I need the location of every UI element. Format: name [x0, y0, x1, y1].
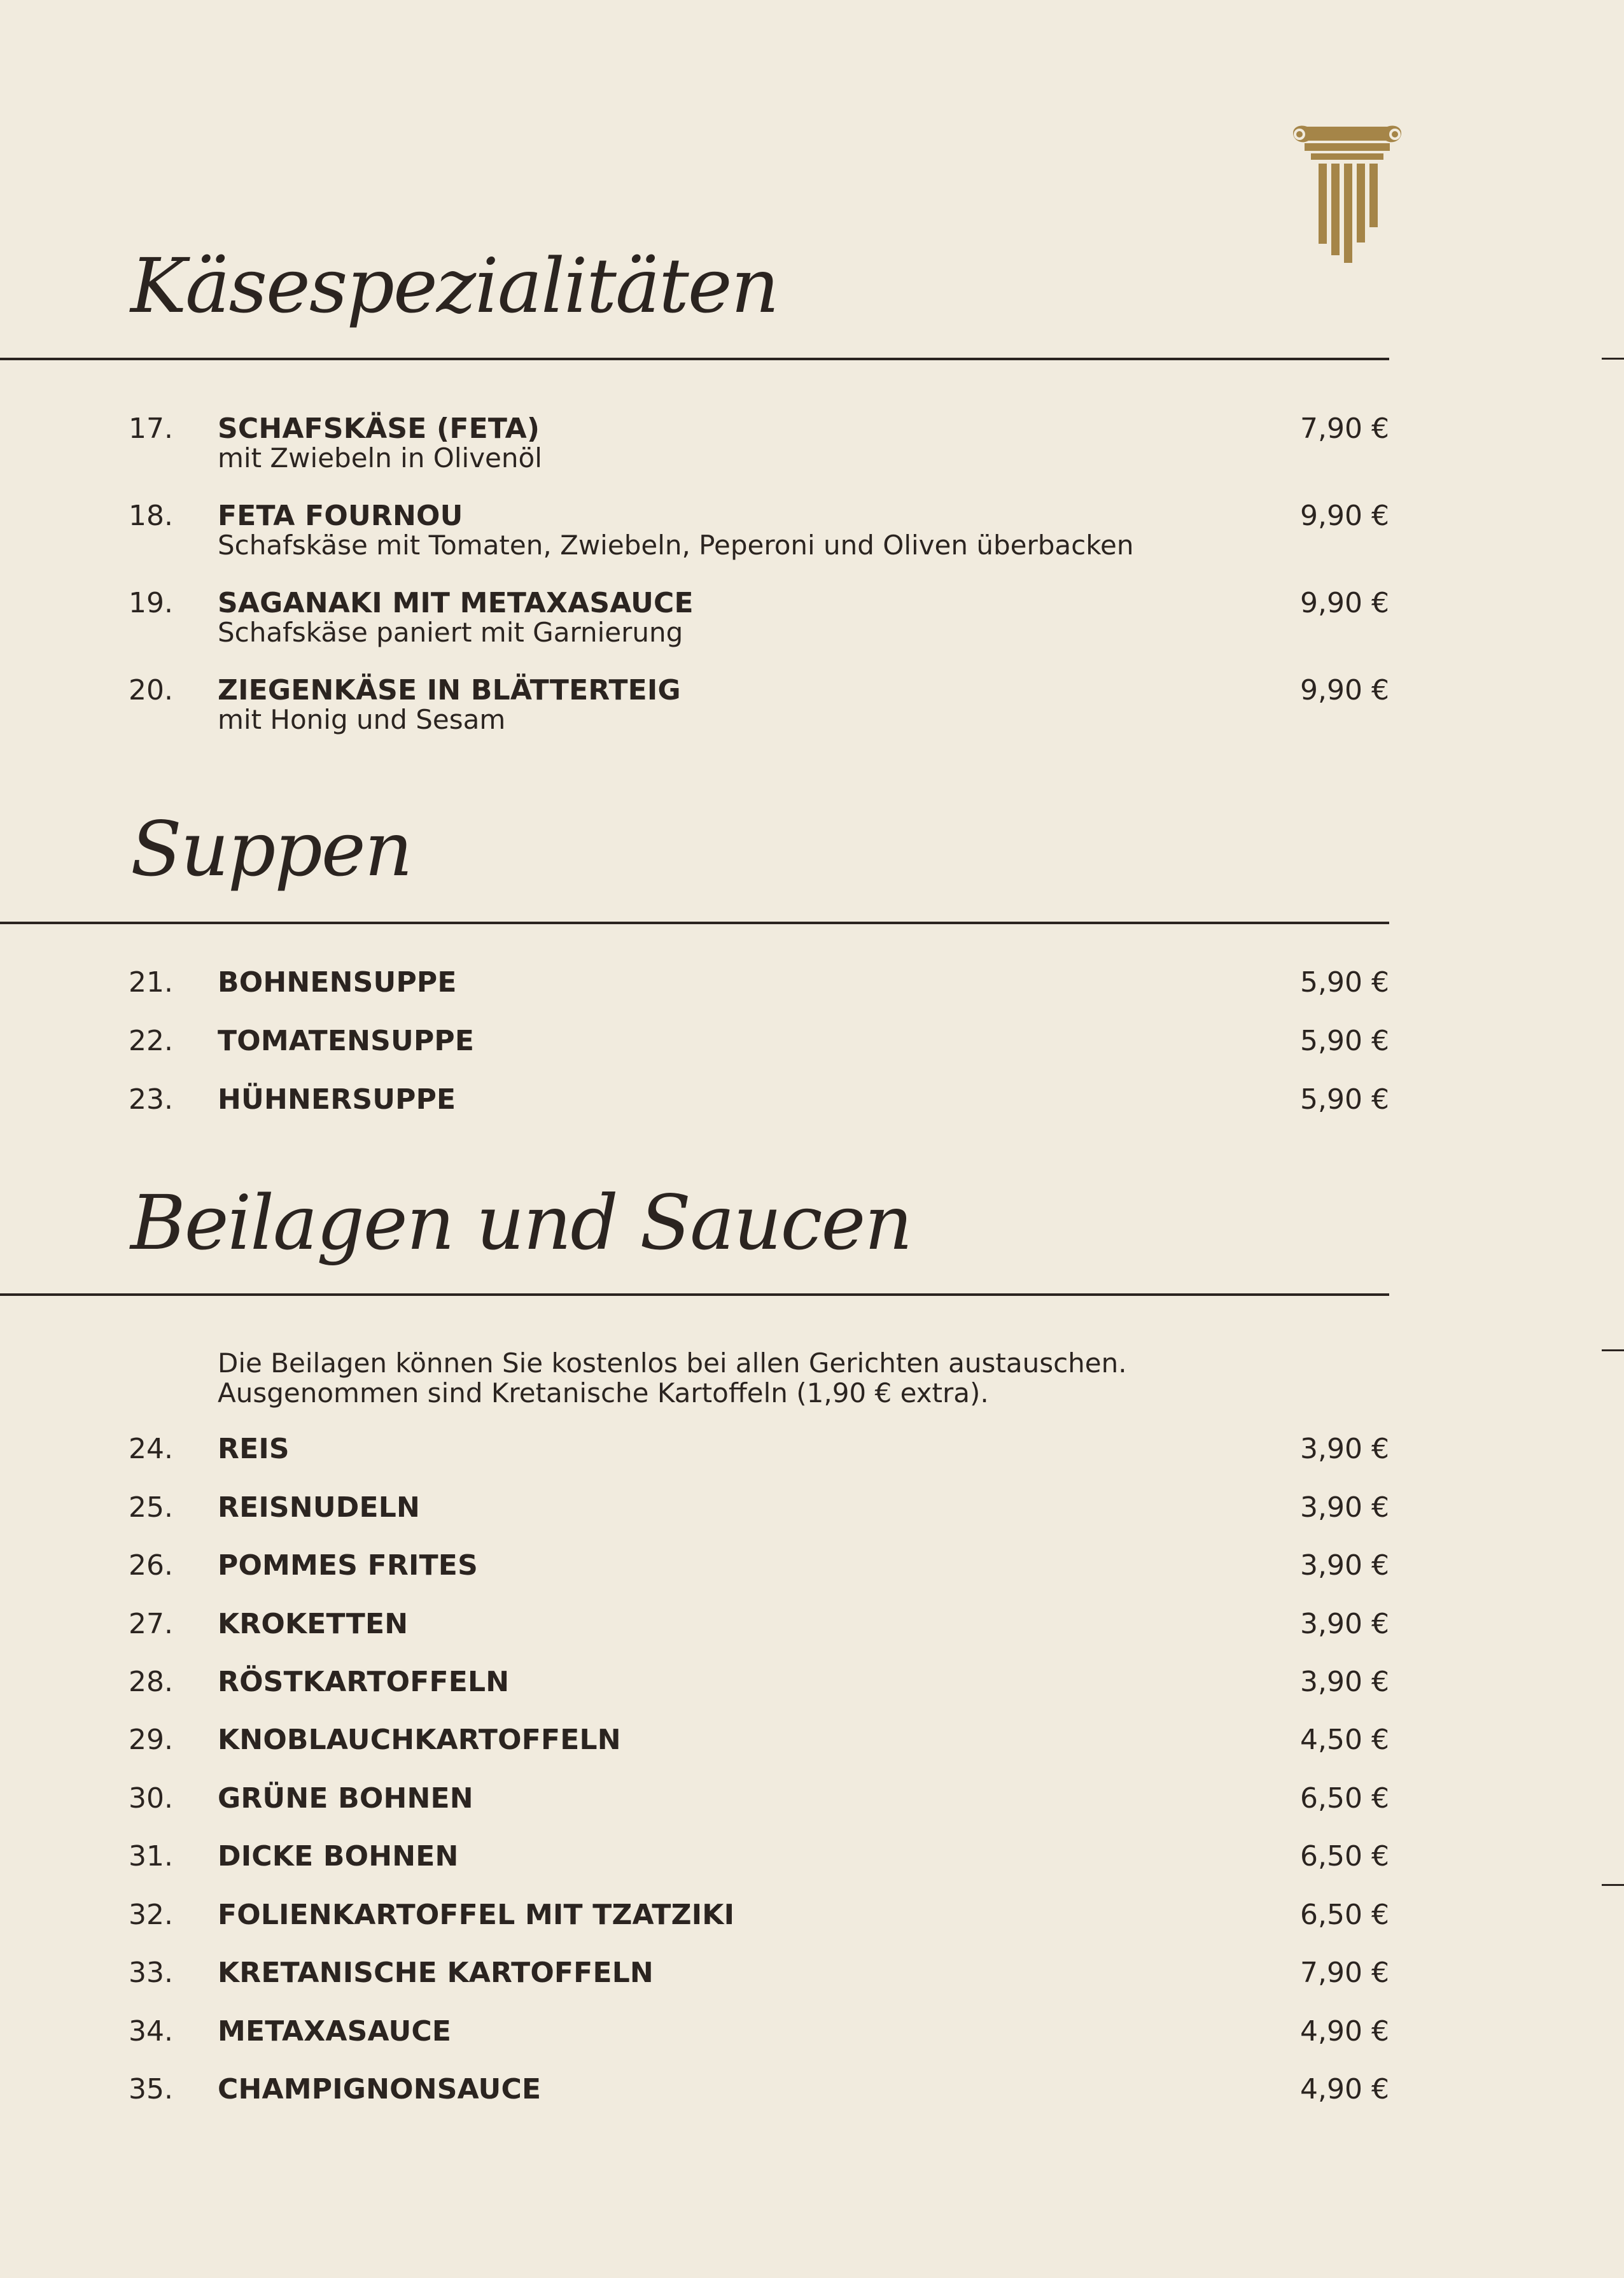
item-name: HÜHNERSUPPE [218, 1083, 456, 1116]
item-number: 26. [129, 1549, 173, 1582]
item-number: 17. [129, 412, 173, 445]
section-title-beilagen-und-saucen: Beilagen und Saucen [130, 1179, 912, 1267]
item-price: 4,90 € [1300, 2015, 1389, 2048]
item-number: 25. [129, 1491, 173, 1524]
item-name: CHAMPIGNONSAUCE [218, 2073, 542, 2106]
item-price: 9,90 € [1300, 500, 1389, 532]
item-number: 31. [129, 1840, 173, 1873]
item-name: FOLIENKARTOFFEL MIT TZATZIKI [218, 1899, 735, 1931]
item-number: 23. [129, 1083, 173, 1116]
crop-mark [1602, 1349, 1624, 1351]
section-divider [0, 358, 1389, 360]
item-name: FETA FOURNOU [218, 500, 463, 532]
item-number: 33. [129, 1957, 173, 1989]
item-number: 24. [129, 1433, 173, 1465]
item-number: 19. [129, 587, 173, 619]
crop-mark [1602, 358, 1624, 360]
item-description: Schafskäse paniert mit Garnierung [218, 617, 683, 648]
item-name: REIS [218, 1433, 290, 1465]
item-price: 3,90 € [1300, 1608, 1389, 1640]
item-price: 9,90 € [1300, 587, 1389, 619]
crop-mark [1602, 1884, 1624, 1886]
item-description: mit Honig und Sesam [218, 704, 506, 735]
item-name: ZIEGENKÄSE IN BLÄTTERTEIG [218, 674, 681, 707]
item-price: 3,90 € [1300, 1666, 1389, 1698]
item-number: 22. [129, 1025, 173, 1057]
item-number: 20. [129, 674, 173, 707]
item-number: 21. [129, 966, 173, 999]
item-name: SAGANAKI MIT METAXASAUCE [218, 587, 694, 619]
item-name: GRÜNE BOHNEN [218, 1782, 473, 1815]
item-name: KNOBLAUCHKARTOFFELN [218, 1724, 621, 1756]
item-name: RÖSTKARTOFFELN [218, 1666, 510, 1698]
item-price: 6,50 € [1300, 1899, 1389, 1931]
item-description: mit Zwiebeln in Olivenöl [218, 442, 542, 474]
item-name: POMMES FRITES [218, 1549, 478, 1582]
item-description: Schafskäse mit Tomaten, Zwiebeln, Peperoni und Oliven überbacken [218, 530, 1134, 561]
item-name: DICKE BOHNEN [218, 1840, 459, 1873]
item-number: 34. [129, 2015, 173, 2048]
item-name: METAXASAUCE [218, 2015, 452, 2048]
item-price: 5,90 € [1300, 1083, 1389, 1116]
item-price: 5,90 € [1300, 1025, 1389, 1057]
item-number: 27. [129, 1608, 173, 1640]
item-name: KROKETTEN [218, 1608, 409, 1640]
greek-column-icon [1287, 124, 1408, 264]
section-divider [0, 922, 1389, 924]
section-divider [0, 1293, 1389, 1296]
item-price: 4,50 € [1300, 1724, 1389, 1756]
item-name: REISNUDELN [218, 1491, 420, 1524]
item-price: 9,90 € [1300, 674, 1389, 707]
item-price: 7,90 € [1300, 412, 1389, 445]
item-number: 28. [129, 1666, 173, 1698]
item-price: 6,50 € [1300, 1840, 1389, 1873]
section-note-line: Ausgenommen sind Kretanische Kartoffeln (1,90 € extra). [218, 1377, 989, 1409]
item-name: TOMATENSUPPE [218, 1025, 475, 1057]
section-title-suppen: Suppen [130, 805, 412, 893]
item-name: BOHNENSUPPE [218, 966, 457, 999]
item-number: 18. [129, 500, 173, 532]
item-price: 5,90 € [1300, 966, 1389, 999]
item-price: 7,90 € [1300, 1957, 1389, 1989]
item-price: 4,90 € [1300, 2073, 1389, 2106]
item-number: 30. [129, 1782, 173, 1815]
item-price: 3,90 € [1300, 1433, 1389, 1465]
item-price: 3,90 € [1300, 1491, 1389, 1524]
item-price: 3,90 € [1300, 1549, 1389, 1582]
item-name: SCHAFSKÄSE (FETA) [218, 412, 540, 445]
section-title-kaesespezialitaeten: Käsespezialitäten [130, 242, 778, 330]
item-name: KRETANISCHE KARTOFFELN [218, 1957, 654, 1989]
item-number: 32. [129, 1899, 173, 1931]
section-note-line: Die Beilagen können Sie kostenlos bei allen Gerichten austauschen. [218, 1347, 1127, 1379]
item-price: 6,50 € [1300, 1782, 1389, 1815]
item-number: 35. [129, 2073, 173, 2106]
item-number: 29. [129, 1724, 173, 1756]
